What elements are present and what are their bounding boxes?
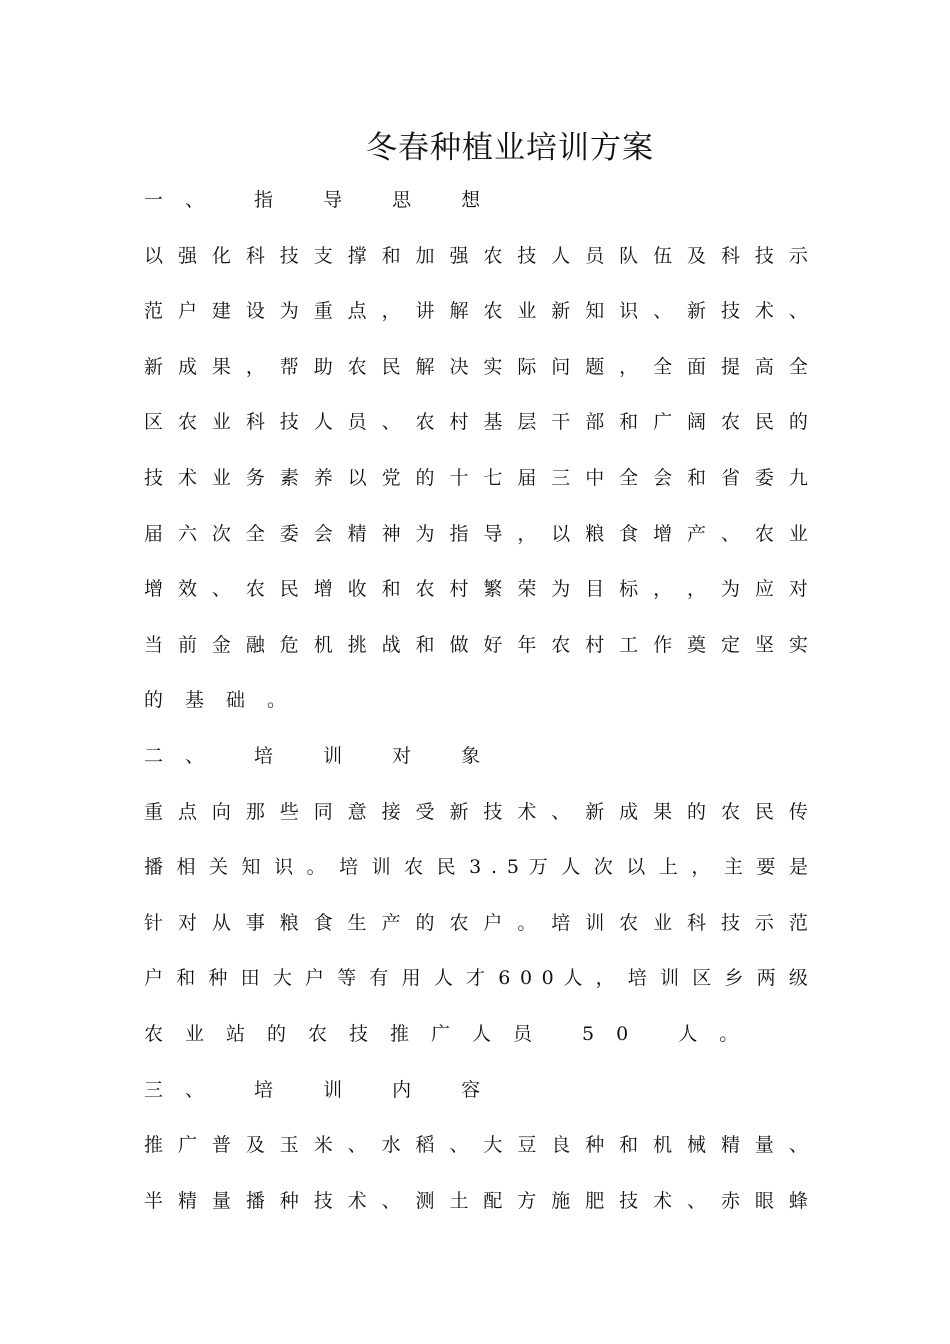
paragraph-line: 推 广 普 及 玉 米 、 水 稻 、 大 豆 良 种 和 机 械 精 量 、 <box>144 1134 808 1156</box>
paragraph-line: 增 效 、 农 民 增 收 和 农 村 繁 荣 为 目 标 ， ， 为 应 对 <box>144 578 808 600</box>
paragraph-line: 届 六 次 全 委 会 精 神 为 指 导 ， 以 粮 食 增 产 、 农 业 <box>144 523 808 545</box>
paragraph-line: 户 和 种 田 大 户 等 有 用 人 才 6 0 0 人 ， 培 训 区 乡 两 级 <box>144 967 808 989</box>
section-heading-training-targets: 二、 培 训 对 象 <box>144 745 503 767</box>
document-title: 冬春种植业培训方案 <box>366 130 654 166</box>
section-heading-guiding-ideology: 一、 指 导 思 想 <box>144 189 503 211</box>
paragraph-last-line: 的基础。 <box>144 689 309 711</box>
paragraph-line: 针 对 从 事 粮 食 生 产 的 农 户 。 培 训 农 业 科 技 示 范 <box>144 912 808 934</box>
paragraph-line: 范 户 建 设 为 重 点 ， 讲 解 农 业 新 知 识 、 新 技 术 、 <box>144 300 808 322</box>
paragraph-line: 新 成 果 ， 帮 助 农 民 解 决 实 际 问 题 ， 全 面 提 高 全 <box>144 356 808 378</box>
paragraph-line: 以 强 化 科 技 支 撑 和 加 强 农 技 人 员 队 伍 及 科 技 示 <box>144 245 808 267</box>
paragraph-line: 当 前 金 融 危 机 挑 战 和 做 好 年 农 村 工 作 奠 定 坚 实 <box>144 634 808 656</box>
paragraph-line: 播 相 关 知 识 。 培 训 农 民 3 . 5 万 人 次 以 上 ， 主 要 是 <box>144 856 808 878</box>
section-heading-training-content: 三、 培 训 内 容 <box>144 1079 503 1101</box>
paragraph-line: 区 农 业 科 技 人 员 、 农 村 基 层 干 部 和 广 阔 农 民 的 <box>144 411 808 433</box>
paragraph-line: 技 术 业 务 素 养 以 党 的 十 七 届 三 中 全 会 和 省 委 九 <box>144 467 808 489</box>
paragraph-line: 半 精 量 播 种 技 术 、 测 土 配 方 施 肥 技 术 、 赤 眼 蜂 <box>144 1190 808 1212</box>
paragraph-line: 重 点 向 那 些 同 意 接 受 新 技 术 、 新 成 果 的 农 民 传 <box>144 801 808 823</box>
paragraph-last-line: 农业站的农技推广人员 50 人。 <box>144 1023 761 1045</box>
